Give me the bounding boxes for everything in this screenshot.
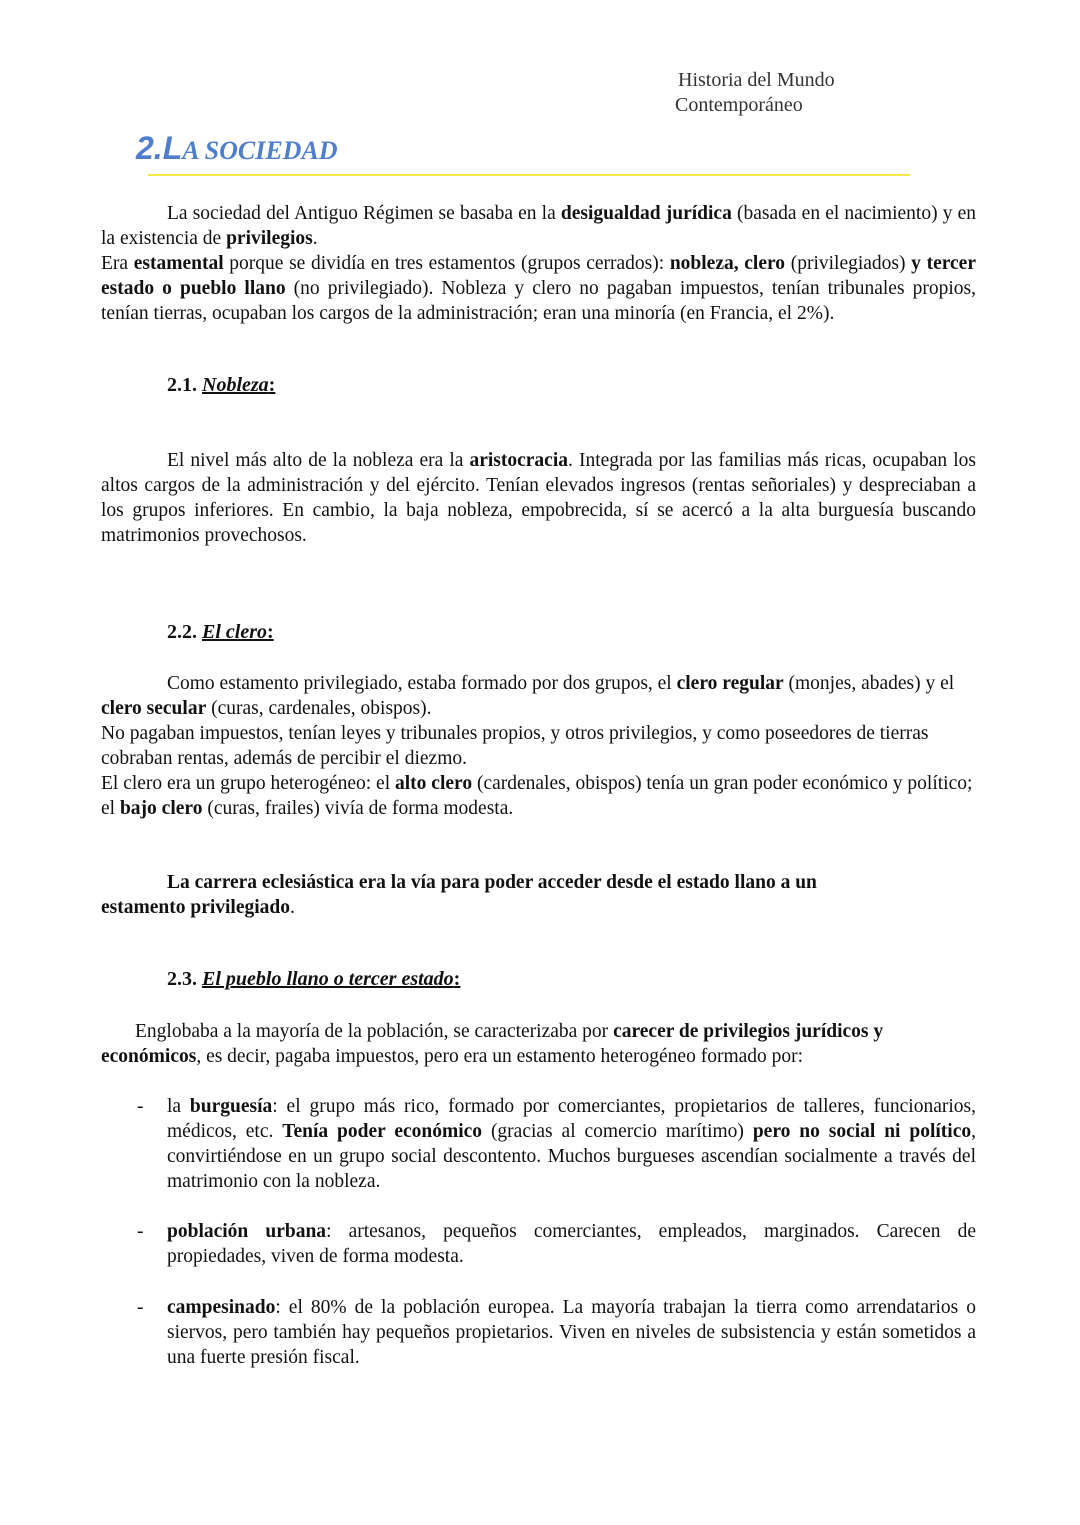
bold-text: Tenía poder económico [282, 1121, 483, 1142]
intro-block [101, 201, 976, 326]
bold-text: y tercer estado o pueblo llano [101, 253, 976, 299]
bold-text: carecer de privilegios jurídicos y económicos [101, 1021, 884, 1067]
title-number: 2. [136, 130, 163, 166]
text-run: (basada en el nacimiento) y en la existencia de [101, 203, 976, 249]
list-item-text [167, 1094, 976, 1194]
bold-text: campesinado [167, 1297, 276, 1318]
bold-text: población urbana [167, 1221, 327, 1242]
text-run: . [290, 897, 295, 918]
header-line-1: Historia del Mundo [678, 69, 835, 91]
bold-text: alto clero [395, 773, 473, 794]
running-header [675, 68, 835, 118]
text-run: El clero era un grupo heterogéneo: el [101, 773, 395, 794]
highlight-paragraph [101, 870, 901, 920]
paragraph [101, 448, 976, 548]
clero-block [101, 671, 976, 821]
subheading-title: El pueblo llano o tercer estado [202, 968, 454, 990]
bold-text: desigualdad jurídica [560, 203, 732, 224]
list-item-text [167, 1219, 976, 1269]
subheading-title: El clero [202, 621, 267, 643]
list-item-campesinado [101, 1295, 976, 1370]
bold-text: pero no social ni político [752, 1121, 972, 1142]
bold-text: estamental [133, 253, 224, 274]
text-run: la [167, 1096, 190, 1117]
text-run: (curas, cardenales, obispos). [206, 698, 432, 719]
subheading-colon: : [267, 621, 274, 643]
text-run: : artesanos, pequeños comerciantes, empleados, marginados. Carecen de propiedades, viven de forma modesta. [167, 1221, 976, 1267]
text-run: (monjes, abades) y el [783, 673, 955, 694]
bold-text: aristocracia [469, 450, 569, 471]
list-item-text [167, 1295, 976, 1370]
list-item-poblacion-urbana [101, 1219, 976, 1269]
text-run: (cardenales, obispos) tenía un gran poder económico y político; el [101, 773, 973, 819]
subheading-pueblo [167, 968, 460, 991]
list-bullet: - [137, 1096, 144, 1117]
subheading-colon: : [268, 374, 276, 396]
subheading-number: 2.3. [167, 968, 202, 990]
text-run: (no privilegiado). Nobleza y clero no pagaban impuestos, tenían tribunales propios, tenían tierras, ocupaban los cargos de la administración; eran una minoría (en Francia, el 2%). [101, 278, 976, 324]
paragraph [101, 671, 976, 721]
bold-text: nobleza, clero [669, 253, 786, 274]
subheading-nobleza [167, 374, 275, 397]
list-bullet: - [137, 1297, 144, 1318]
title-underline [148, 174, 910, 176]
bold-text: clero regular [676, 673, 784, 694]
subheading-title: Nobleza [202, 374, 269, 396]
section-title [136, 130, 338, 167]
text-run: . [312, 228, 318, 249]
bold-text: burguesía [189, 1096, 273, 1117]
text-run: : el 80% de la población europea. La mayoría trabajan la tierra como arrendatarios o siervos, pero también hay pequeños propietarios. Viven en niveles de subsistencia y están sometidos a una fuerte presión fiscal. [167, 1297, 976, 1368]
text-run: : el grupo más rico, formado por comerciantes, propietarios de talleres, funcionarios, médicos, etc. [167, 1096, 976, 1142]
text-run: (curas, frailes) vivía de forma modesta. [202, 798, 514, 819]
text-run: Como estamento privilegiado, estaba formado por dos grupos, el [167, 673, 677, 694]
paragraph [101, 201, 976, 251]
bold-text: privilegios [226, 228, 313, 249]
text-run: , convirtiéndose en un grupo social descontento. Muchos burgueses ascendían socialmente a través del matrimonio con la nobleza. [167, 1121, 976, 1192]
text-run: (privilegiados) [785, 253, 912, 274]
subheading-clero [167, 621, 274, 644]
title-rest: A SOCIEDAD [182, 136, 338, 165]
paragraph [101, 1019, 976, 1069]
paragraph [101, 721, 976, 771]
bold-text: La carrera eclesiástica era la vía para poder acceder desde el estado llano a un estamento privilegiado [101, 872, 817, 918]
text-run: porque se dividía en tres estamentos (grupos cerrados): [223, 253, 670, 274]
paragraph [101, 771, 976, 821]
text-run: (gracias al comercio marítimo) [482, 1121, 753, 1142]
header-line-2: Contemporáneo [675, 94, 803, 116]
text-run: Englobaba a la mayoría de la población, se caracterizaba por [135, 1021, 614, 1042]
list-item-burguesia [101, 1094, 976, 1194]
paragraph [101, 251, 976, 326]
text-run: El nivel más alto de la nobleza era la [167, 450, 470, 471]
text-run: No pagaban impuestos, tenían leyes y tribunales propios, y otros privilegios, y como poseedores de tierras cobraban rentas, además de percibir el diezmo. [101, 723, 929, 769]
bold-text: bajo clero [119, 798, 203, 819]
text-run: . Integrada por las familias más ricas, ocupaban los altos cargos de la administración y del ejército. Tenían elevados ingresos (rentas señoriales) y despreciaban a los grupos inferiores. En cambio, la baja nobleza, empobrecida, sí se acercó a la alta burguesía buscando matrimonios provechosos. [101, 450, 976, 546]
text-run: Era [101, 253, 134, 274]
bold-text: clero secular [101, 698, 207, 719]
subheading-number: 2.1. [167, 374, 202, 396]
subheading-number: 2.2. [167, 621, 202, 643]
list-bullet: - [137, 1221, 144, 1242]
text-run: , es decir, pagaba impuestos, pero era un estamento heterogéneo formado por: [196, 1046, 804, 1067]
text-run: La sociedad del Antiguo Régimen se basaba en la [167, 203, 561, 224]
subheading-colon: : [453, 968, 461, 990]
title-first-letter: L [162, 130, 183, 166]
